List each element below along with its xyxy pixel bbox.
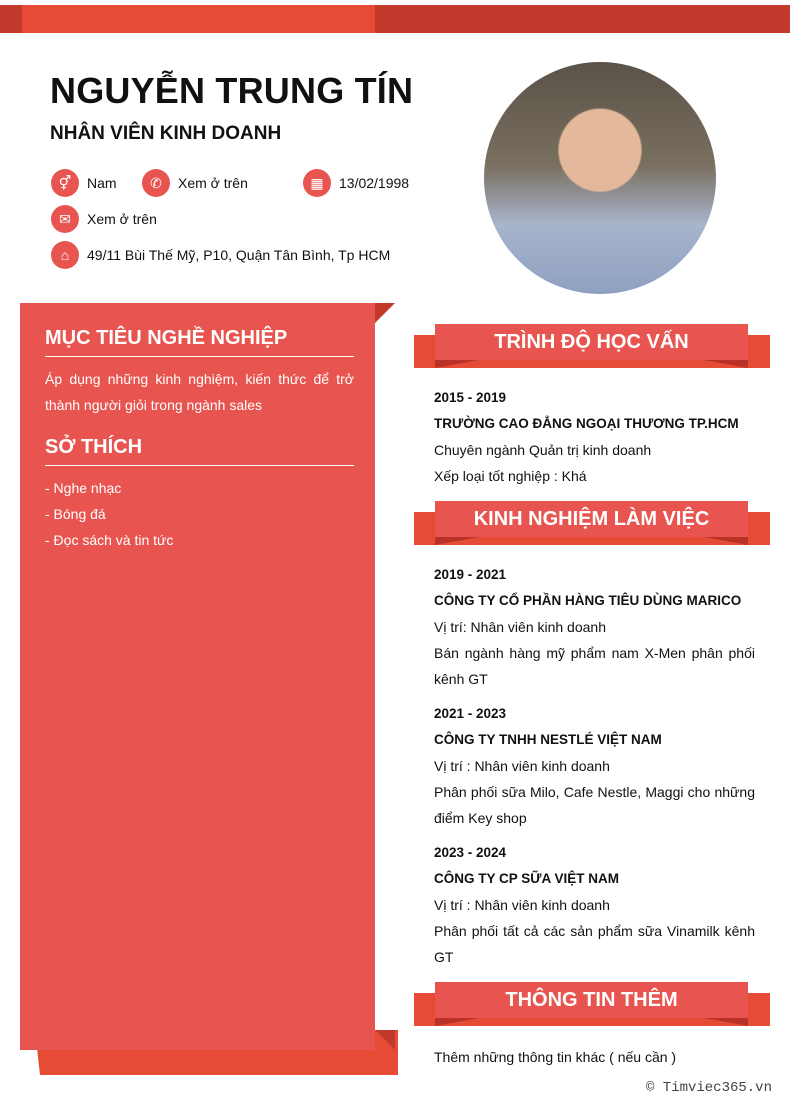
fold-corner	[375, 303, 395, 323]
additional-heading: THÔNG TIN THÊM	[435, 982, 748, 1018]
objective-text: Áp dụng những kinh nghiệm, kiến thức để trở thành người giỏi trong ngành sales	[45, 371, 354, 413]
email-info: ✉ Xem ở trên	[51, 205, 157, 233]
calendar-icon: ▦	[303, 169, 331, 197]
education-section: 2015 - 2019 TRƯỜNG CAO ĐẲNG NGOẠI THƯƠNG TP.HCM Chuyên ngành Quản trị kinh doanh Xếp loại tốt nghiệp : Khá	[434, 390, 739, 484]
candidate-name: NGUYỄN TRUNG TÍN	[50, 70, 414, 111]
additional-ribbon	[414, 982, 770, 1028]
gender-icon: ⚥	[51, 169, 79, 197]
hobby-item: - Đọc sách và tin tức	[45, 532, 174, 548]
job-entry: 2021 - 2023 CÔNG TY TNHH NESTLÉ VIỆT NAM Vị trí : Nhân viên kinh doanh Phân phối sữa Milo, Cafe Nestle, Maggi cho những điểm Key shop	[434, 706, 755, 826]
additional-text: Thêm những thông tin khác ( nếu cần )	[434, 1049, 677, 1065]
hobbies-heading: SỞ THÍCH	[45, 436, 354, 466]
fold-corner	[375, 1030, 395, 1050]
address-info: ⌂ 49/11 Bùi Thế Mỹ, P10, Quận Tân Bình, Tp HCM	[51, 241, 390, 269]
phone-info: ✆ Xem ở trên	[142, 169, 248, 197]
experience-heading: KINH NGHIỆM LÀM VIỆC	[435, 501, 748, 537]
copyright: © Timviec365.vn	[645, 1080, 772, 1096]
home-icon: ⌂	[51, 241, 79, 269]
hobby-item: - Nghe nhạc	[45, 480, 122, 496]
mail-icon: ✉	[51, 205, 79, 233]
phone-icon: ✆	[142, 169, 170, 197]
gender-info: ⚥ Nam	[51, 169, 117, 197]
experience-ribbon	[414, 501, 770, 547]
top-bar	[0, 5, 790, 33]
birthday-info: ▦ 13/02/1998	[303, 169, 409, 197]
profile-photo	[484, 62, 716, 294]
job-entry: 2023 - 2024 CÔNG TY CP SỮA VIỆT NAM Vị trí : Nhân viên kinh doanh Phân phối tất cả các sản phẩm sữa Vinamilk kênh GT	[434, 845, 755, 965]
left-panel	[20, 303, 375, 1050]
job-title: NHÂN VIÊN KINH DOANH	[50, 123, 282, 144]
education-heading: TRÌNH ĐỘ HỌC VẤN	[435, 324, 748, 360]
hobbies-list	[45, 475, 354, 553]
hobby-item: - Bóng đá	[45, 506, 106, 522]
objective-heading: MỤC TIÊU NGHỀ NGHIỆP	[45, 327, 354, 357]
job-entry: 2019 - 2021 CÔNG TY CỔ PHẦN HÀNG TIÊU DÙNG MARICO Vị trí: Nhân viên kinh doanh Bán ngành hàng mỹ phẩm nam X-Men phân phối kênh GT	[434, 567, 755, 687]
education-ribbon	[414, 324, 770, 370]
